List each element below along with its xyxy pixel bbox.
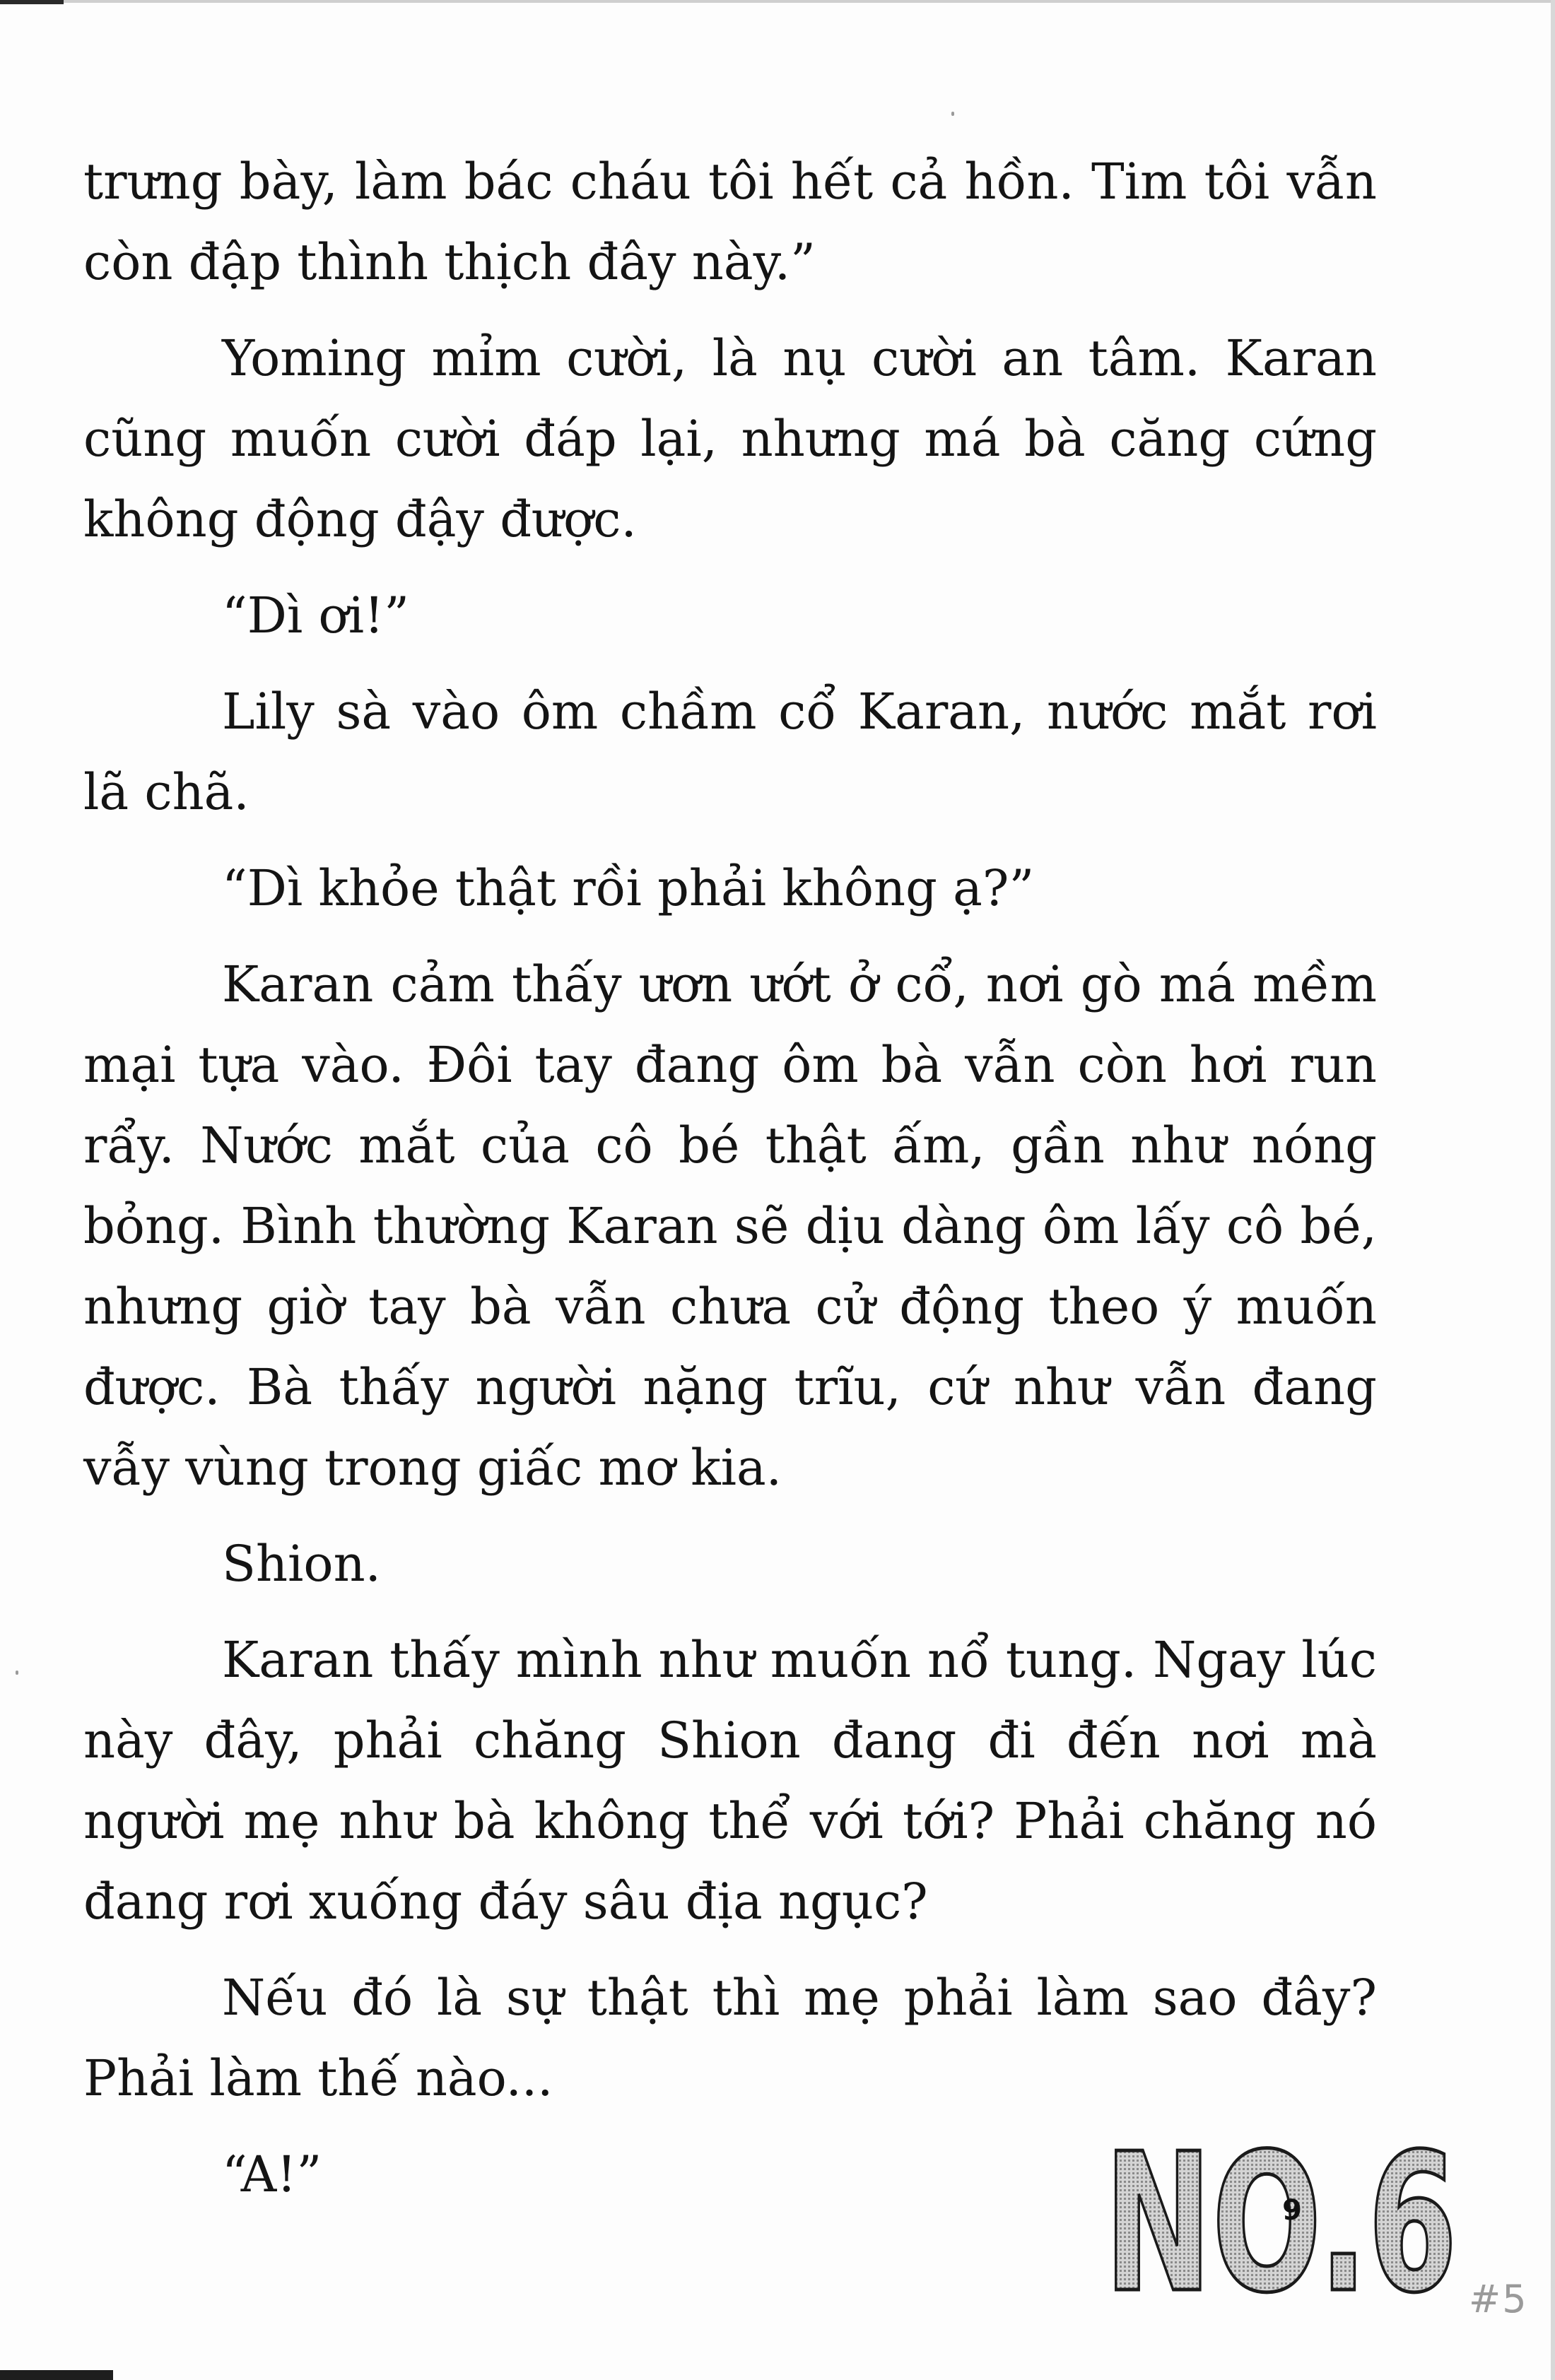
scan-edge-right <box>1551 0 1555 2380</box>
scan-edge-top <box>0 0 1555 3</box>
paragraph: “Dì ơi!” <box>222 587 409 644</box>
paragraph: “Dì khỏe thật rồi phải không ạ?” <box>222 859 1035 917</box>
page-number: 9 <box>1282 2194 1302 2227</box>
volume-mark: #5 <box>1469 2277 1528 2321</box>
scan-edge-bottom <box>0 2370 113 2380</box>
scan-speck <box>16 1671 18 1675</box>
paragraph: Shion. <box>222 1535 381 1593</box>
body-text <box>83 141 1377 2230</box>
logo-text: NO.6 <box>1104 2113 1457 2311</box>
paragraph: Yoming mỉm cười, là nụ cười an tâm. Karan cũng muốn cười đáp lại, nhưng má bà căng cứng không động đậy được. <box>83 329 1377 548</box>
paragraph: Karan cảm thấy ươn ướt ở cổ, nơi gò má mềm mại tựa vào. Đôi tay đang ôm bà vẫn còn hơi run rẩy. Nước mắt của cô bé thật ấm, gần như nóng bỏng. Bình thường Karan sẽ dịu dàng ôm lấy cô bé, nhưng giờ tay bà vẫn chưa cử động theo ý muốn được. Bà thấy người nặng trĩu, cứ như vẫn đang vẫy vùng trong giấc mơ kia. <box>83 955 1377 1497</box>
paragraph: Lily sà vào ôm chầm cổ Karan, nước mắt rơi lã chã. <box>83 683 1377 821</box>
paragraph: Nếu đó là sự thật thì mẹ phải làm sao đây? Phải làm thế nào... <box>83 1969 1377 2107</box>
paragraph: trưng bày, làm bác cháu tôi hết cả hồn. Tim tôi vẫn còn đập thình thịch đây này.” <box>83 153 1377 291</box>
scan-edge-corner <box>0 0 64 4</box>
paragraph: “A!” <box>222 2145 322 2203</box>
paragraph: Karan thấy mình như muốn nổ tung. Ngay lúc này đây, phải chăng Shion đang đi đến nơi mà người mẹ như bà không thể với tới? Phải chăng nó đang rơi xuống đáy sâu địa ngục? <box>83 1631 1377 1931</box>
scan-speck <box>951 112 954 116</box>
